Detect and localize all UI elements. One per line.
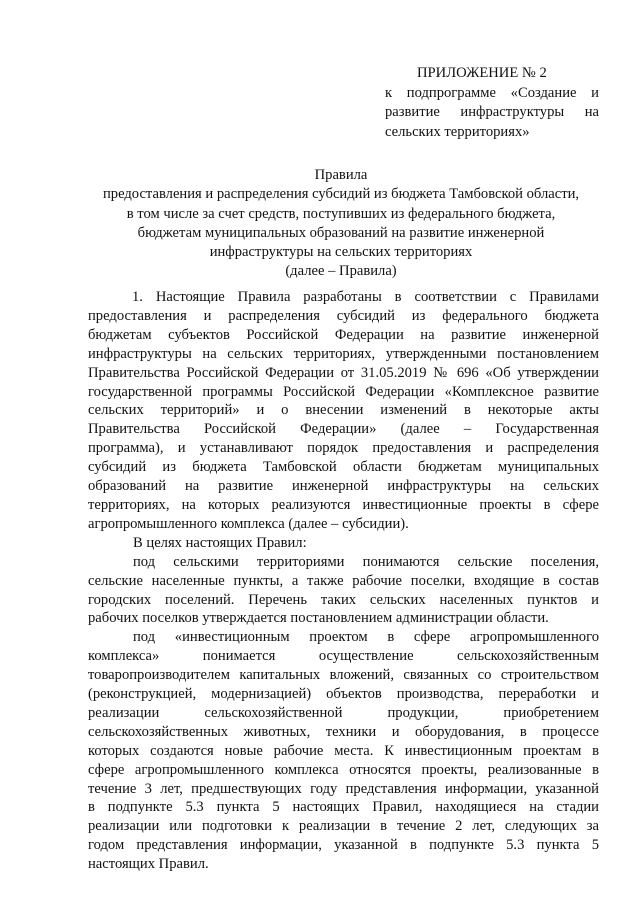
document-title-line: бюджетам муниципальных образований на развитие инженерной (137, 224, 545, 241)
paragraph-line: течение 3 лет, предшествующих году представления информации, указанной (88, 780, 599, 797)
document-title-line: предоставления и распределения субсидий из бюджета Тамбовской области, (102, 186, 580, 203)
paragraph-line: рабочих поселков утверждается постановлением администрации области. (88, 610, 549, 627)
document-body (88, 288, 599, 874)
paragraph-line: сельские населенные пункты, а также рабочие поселки, входящие в состав (88, 572, 599, 589)
document-title: Правила (314, 167, 368, 183)
paragraph-line: Правительства Российской Федерации от 31.05.2019 № 696 «Об утверждении (88, 364, 599, 381)
paragraph-line: бюджетам субъектов Российской Федерации на развитие инженерной (88, 326, 599, 343)
paragraph-line: сфере агропромышленного комплекса относятся проекты, реализованные в (88, 761, 599, 778)
paragraph-line: 1. Настоящие Правила разработаны в соответствии с Правилами (132, 289, 599, 305)
paragraph-line: годом представления информации, указанной в подпункте 5.3 пункта 5 (88, 837, 599, 854)
paragraph-line: товаропроизводителем капитальных вложений, связанных со строительством (88, 667, 599, 684)
paragraph-line: реализации или подготовки к реализации в течение 2 лет, следующих за (88, 818, 599, 835)
paragraph-line: Правительства Российской Федерации» (далее – Государственная (88, 421, 599, 438)
appendix-title: ПРИЛОЖЕНИЕ № 2 (417, 65, 547, 81)
paragraph-line: инфраструктуры на сельских территориях, утвержденными постановлением (88, 345, 599, 362)
paragraph-line: комплекса» понимается осуществление сельскохозяйственным (88, 648, 599, 665)
paragraph-line: программа), и устанавливают порядок предоставления и распределения (88, 440, 599, 457)
paragraph-line: под «инвестиционным проектом в сфере агропромышленного (133, 629, 599, 646)
paragraph-line: предоставления и распределения субсидий из федерального бюджета (88, 307, 599, 324)
paragraph-line: которых создаются новые рабочие места. К инвестиционным проектам в (88, 742, 599, 759)
paragraph-line: (реконструкцией, модернизацией) объектов производства, переработки и (88, 686, 599, 703)
paragraph-line: настоящих Правил. (88, 856, 209, 873)
paragraph-line: под сельскими территориями понимаются сельские поселения, (133, 553, 599, 570)
document-title-block (86, 166, 596, 282)
document-title-line: (далее – Правила) (285, 263, 397, 280)
paragraph-line: субсидий из бюджета Тамбовской области бюджетам муниципальных (88, 459, 599, 476)
paragraph-line: агропромышленного комплекса (далее – субсидии). (88, 515, 409, 532)
paragraph-line: В целях настоящих Правил: (133, 534, 307, 551)
paragraph-line: реализации сельскохозяйственной продукции, приобретением (88, 704, 599, 721)
paragraph-line: образований на развитие инженерной инфраструктуры на сельских (88, 478, 599, 495)
appendix-line: сельских территориях» (385, 123, 530, 140)
paragraph-line: в подпункте 5.3 пункта 5 настоящих Правил, находящиеся на стадии (88, 799, 599, 816)
paragraph-line: сельскохозяйственных животных, техники и оборудования, в процессе (88, 723, 599, 740)
paragraph-line: государственной программы Российской Федерации «Комплексное развитие (88, 383, 599, 400)
appendix-line: развитие инфраструктуры на (385, 104, 599, 120)
paragraph-line: сельских территорий» и о внесении изменений в некоторые акты (88, 402, 599, 419)
appendix-line: к подпрограмме «Создание и (385, 84, 599, 101)
paragraph-line: городских поселений. Перечень таких сельских населенных пунктов и (88, 591, 599, 608)
document-title-line: в том числе за счет средств, поступивших из федерального бюджета, (126, 205, 556, 222)
paragraph-line: территориях, на которых реализуются инвестиционные проекты в сфере (88, 496, 599, 513)
appendix-block (385, 64, 599, 142)
document-title-line: инфраструктуры на сельских территориях (209, 244, 473, 261)
